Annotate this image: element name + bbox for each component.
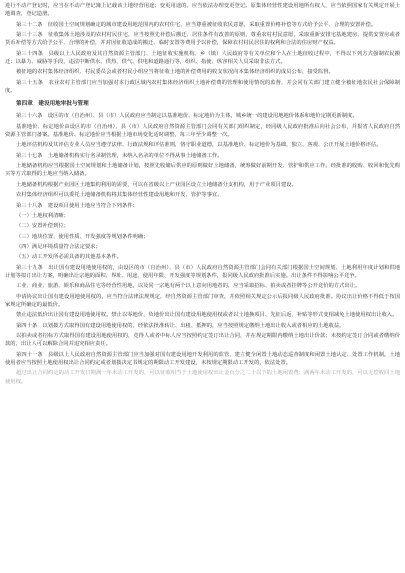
list-item: （一）土地权利清晰； bbox=[16, 212, 69, 219]
paragraph: 第三十九条 出让国有建设用地使用权的，由设区的市（自治州）、县（市）人民政府自然资源主管部门会同有关部门根据国土空间规划、土地利用年度计划和供地计划等拟订出让方案，明确出让宗地的面积、界址、用途、使用年限、开发强度等规划条件，报同级人民政府批准后实施。出让条件不得影响公平竞争。 bbox=[5, 264, 400, 280]
paragraph: 基准地价、标定地价由设区的市（自治州）、县（市）人民政府自然资源主管部门会同有关部门组织制定，经同级人民政府批准后向社会公布，并报省人民政府自然资源主管部门备案。基准地价、标定地价应当根据土地市场变化适时调整，每三年至少调整一次。 bbox=[5, 123, 400, 138]
paragraph: 第三十五条 农业农村主管部门应当加强对本行政区域内农村集体经济组织土地补偿费的管理和使用情况的监督，并会同有关部门建立健全被征地农民社会保障制度。 bbox=[5, 79, 400, 94]
list-item: （四）满足环境质量符合法定要求； bbox=[16, 244, 101, 251]
paragraph: 土地评估机构及其评估专业人员应当遵守法律、行政法规和评估准则，恪守职业道德，以基准地价、标定地价为基础，独立、客观、公正开展土地价格评估。 bbox=[16, 142, 382, 149]
list-item: （五）动工开发所必需具备的其他基本条件。 bbox=[16, 254, 122, 261]
paragraph: 被征地的农村集体经济组织、村民委员会或者村民小组应当将征收土地的补偿费用的收支状况向本集体经济组织的成员公布，接受监督。 bbox=[16, 69, 334, 76]
paragraph: 第四十一条 县级以上人民政府自然资源主管部门应当加强对国有建设用地开发利用的监管，建立健全闲置土地动态巡查制度和闲置土地认定、处置工作机制。土地使用者应当按照土地使用权出让合同约定或者划拨决定书规定的期限动工开发建设，未按规定期限动工开发的，依法处置。 bbox=[5, 351, 400, 367]
paragraph: 超过出让合同约定的动工开发日期满一年未动工开发的，可以征收相当于土地使用权出让金百分之二十以下的土地闲置费；满两年未动工开发的，可以无偿收回土地使用权。 bbox=[5, 370, 400, 385]
paragraph: 第三十七条 土地储备机构实行名录制管理，未纳入名录的单位不得从事土地储备工作。 bbox=[16, 152, 223, 159]
paragraph: 第三十三条 征收集体土地涉及的农村村民住宅，应当按照先补偿后搬迁、居住条件有改善的原则，尊重农村村民意愿，采取重新安排宅基地建房、提供安置房或者货币补偿等方式给予公平、合理的补偿，并对因征收造成的搬迁、临时安置等费用予以补偿，保障农村村民居住的权利和合法的住房财产权益。 bbox=[5, 31, 400, 47]
paragraph: 第三十八条 建设项目使用土地应当符合下列条件： bbox=[16, 202, 138, 209]
paragraph: 农村集体经济组织可以委托土地储备机构将其集体经营性建设用地和开发、管护等事宜。 bbox=[16, 192, 223, 199]
paragraph: 以拍卖或者招标方式取得国有建设用地使用权的，竞得人或者中标人应当按照约定签订出让合同，并在规定期限内缴纳土地出让价款；未按约定签订合同或者缴纳价款的，出让人可以解除合同并追究相应责任。 bbox=[5, 333, 400, 348]
paragraph: 土地储备机构应当根据国土空间规划和土地储备计划，按照先收储后供应的原则做好土地储备，统筹做好前期开发、管护和供应工作。经批准的收购、收回和优先购买等方式取得的土地应当纳入储备。 bbox=[5, 163, 400, 178]
paragraph: 申请协议出让国有建设用地使用权的，应当符合法律法规规定，经自然资源主管部门审查，并依照相关规定公示后报同级人民政府批准。协议出让价格不得低于按国家规定所确定的最低价。 bbox=[5, 293, 400, 309]
paragraph: 工业、商业、旅游、娱乐和商品住宅等经营性用地，以及同一宗地有两个以上意向用地者的，应当采取招标、拍卖或者挂牌等公开竞价的方式出让。 bbox=[16, 283, 361, 290]
chapter-heading: 第四章 建设用地审批与管理 bbox=[16, 100, 89, 107]
paragraph: 进行不动产登记时，应当在不动产登记簿上记载该土地经营用途；变更用途的，应当依法办理变更登记。原集体经营性建设用地所有权人，应当依照国家有关规定开展土地调查，登记造册。 bbox=[5, 3, 400, 18]
list-item: （二）安置补偿到位； bbox=[16, 223, 69, 230]
paragraph: 土地储备机构根据产业园区土地集约利用的需要，可以在省级以上产业园区设立土地储备分支机构，用于产业项目建设。 bbox=[16, 181, 297, 188]
paragraph: 第四十条 以划拨方式取得国有建设用地使用权的，经依法批准转让、出租、抵押的，应当按照规定缴纳土地出让收入或者相应的土地收益。 bbox=[16, 322, 345, 329]
paragraph: 第三十六条 设区的市（自治州）、县（市）人民政府应当制定以基准地价、标定地价为主体，城乡统一的建设用地地价体系和地价定期更新制度。 bbox=[16, 113, 358, 120]
paragraph: 第三十四条 县级以上人民政府及其自然资源主管部门、土地征收实施机构、乡（镇）人民政府等有关单位和个人在土地征收过程中，不得以下列方式强制农民搬迁：以暴力、威胁等手段，违法中断供水、供热、供气、供电和道路通行等，组织、指使、纵容相关人员采取非法方式。 bbox=[5, 50, 400, 65]
list-item: （三）地块位置、使用性质、开发强度等规划条件明确； bbox=[16, 233, 149, 240]
paragraph: 第三十二条 征收国土空间规划确定的城市建设用地范围内的农村住宅，应当尊重被征收农民意愿，采取重置价格补偿等方式给予公平、合理的安置补偿。 bbox=[16, 21, 377, 28]
paragraph: 禁止违法低价出让国有建设用地使用权。禁止以零地价、负地价出让国有建设用地使用权或者以土地换项目、先征后返、补贴等形式变相减免土地使用权出让收入。 bbox=[16, 312, 398, 319]
